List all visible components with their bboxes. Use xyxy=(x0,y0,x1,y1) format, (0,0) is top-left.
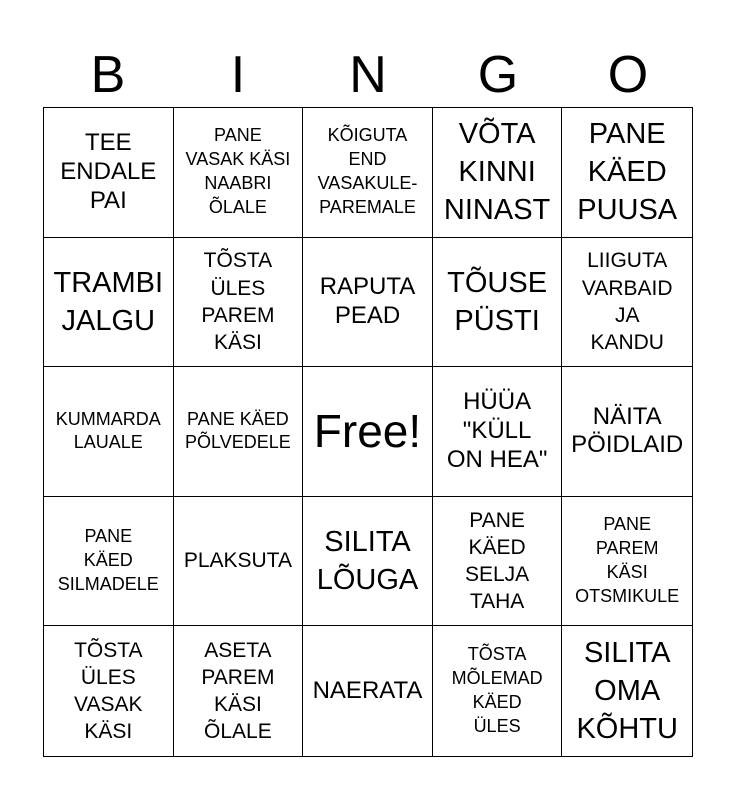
cell-text: TÕUSE PÜSTI xyxy=(447,266,548,337)
bingo-cell[interactable] xyxy=(44,108,174,238)
bingo-cell[interactable] xyxy=(433,497,563,627)
bingo-cell[interactable] xyxy=(562,108,692,238)
cell-text: NAERATA xyxy=(312,676,423,704)
bingo-cell[interactable] xyxy=(174,367,304,497)
cell-text: TÕSTA ÜLES PAREM KÄSI xyxy=(201,249,275,355)
bingo-cell[interactable] xyxy=(562,626,692,756)
cell-text: PANE VASAK KÄSI NAABRI ÕLALE xyxy=(185,125,291,218)
bingo-cell[interactable] xyxy=(303,238,433,368)
cell-text: ASETA PAREM KÄSI ÕLALE xyxy=(201,638,275,744)
cell-text: NÄITA PÖIDLAID xyxy=(571,402,684,459)
cell-text: TRAMBI JALGU xyxy=(53,266,164,337)
bingo-board xyxy=(43,107,693,757)
cell-text: PLAKSUTA xyxy=(183,549,292,573)
cell-text: KUMMARDA LAUALE xyxy=(55,408,161,453)
cell-text: LIIGUTA VARBAID JA KANDU xyxy=(581,249,673,355)
cell-text: PANE KÄED PUUSA xyxy=(577,117,678,227)
bingo-header xyxy=(43,44,693,106)
header-letter-o: O xyxy=(607,46,649,104)
cell-text: SILITA LÕUGA xyxy=(316,525,419,597)
bingo-cell[interactable] xyxy=(303,626,433,756)
bingo-cell[interactable] xyxy=(44,626,174,756)
cell-text: PANE KÄED SILMADELE xyxy=(57,526,159,595)
bingo-cell[interactable] xyxy=(174,626,304,756)
cell-text: TÕSTA MÕLEMAD KÄED ÜLES xyxy=(451,644,543,737)
bingo-cell[interactable] xyxy=(303,497,433,627)
cell-text: SILITA OMA KÕHTU xyxy=(576,636,678,746)
bingo-cell[interactable] xyxy=(433,238,563,368)
free-space-text: Free! xyxy=(313,405,422,458)
cell-text: PANE KÄED SELJA TAHA xyxy=(464,508,530,614)
cell-text: TÕSTA ÜLES VASAK KÄSI xyxy=(74,638,143,744)
header-letter-i: I xyxy=(230,46,246,104)
cell-text: HÜÜA "KÜLL ON HEA" xyxy=(446,388,548,473)
bingo-cell[interactable] xyxy=(44,497,174,627)
bingo-cell[interactable] xyxy=(562,238,692,368)
header-letter-g: G xyxy=(477,46,519,104)
bingo-cell[interactable] xyxy=(174,238,304,368)
bingo-cell[interactable] xyxy=(174,497,304,627)
cell-text: PANE KÄED PÕLVEDELE xyxy=(185,408,291,453)
bingo-cell[interactable] xyxy=(433,108,563,238)
free-space-cell[interactable] xyxy=(303,367,433,497)
bingo-cell[interactable] xyxy=(562,367,692,497)
bingo-cell[interactable] xyxy=(44,238,174,368)
cell-text: PANE PAREM KÄSI OTSMIKULE xyxy=(575,514,680,607)
header-letter-b: B xyxy=(90,46,126,104)
bingo-cell[interactable] xyxy=(433,367,563,497)
bingo-cell[interactable] xyxy=(44,367,174,497)
cell-text: KÕIGUTA END VASAKULE- PAREMALE xyxy=(317,125,418,218)
header-letter-n: N xyxy=(349,46,387,104)
bingo-cell[interactable] xyxy=(433,626,563,756)
bingo-cell[interactable] xyxy=(303,108,433,238)
cell-text: TEE ENDALE PAI xyxy=(60,129,157,214)
bingo-cell[interactable] xyxy=(174,108,304,238)
cell-text: RAPUTA PEAD xyxy=(319,273,416,329)
bingo-cell[interactable] xyxy=(562,497,692,627)
cell-text: VÕTA KINNI NINAST xyxy=(443,117,551,227)
